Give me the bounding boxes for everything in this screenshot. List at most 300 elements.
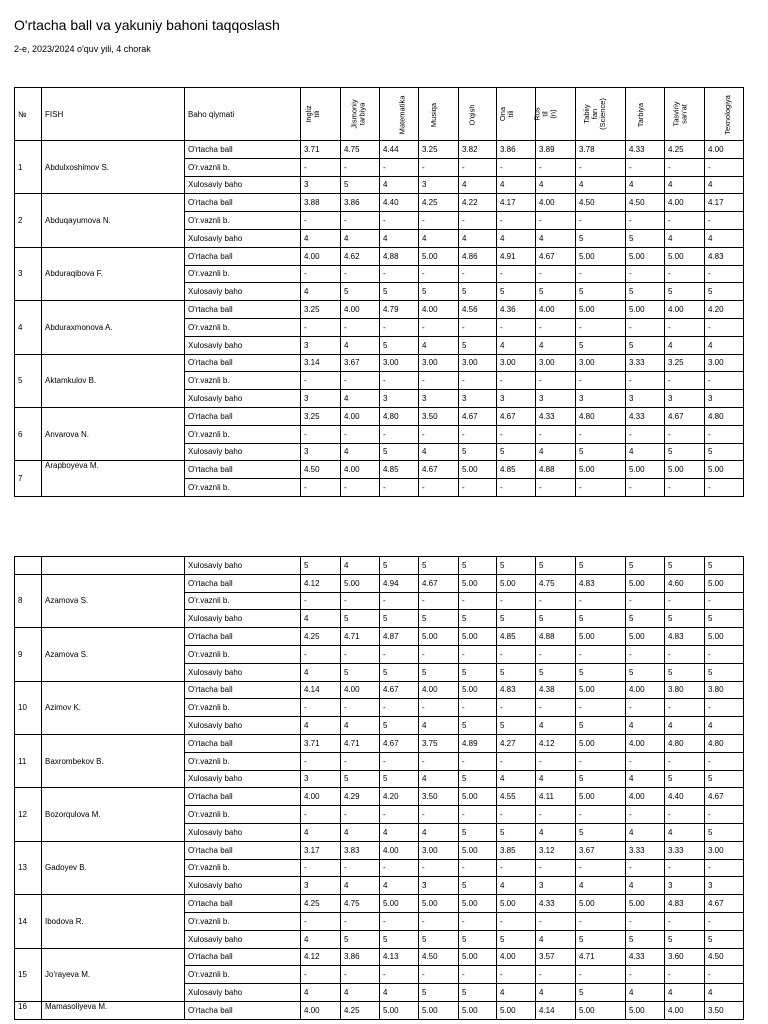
grade-cell: -	[705, 912, 744, 930]
grade-cell: -	[301, 752, 341, 770]
grade-cell: 4.88	[536, 628, 576, 646]
header-subject	[665, 88, 705, 141]
grade-cell: 4.83	[665, 895, 705, 913]
grade-cell: -	[341, 372, 380, 390]
grade-cell: 5	[419, 610, 459, 628]
row-label-weighted: O'r.vaznli b.	[185, 479, 301, 497]
grade-cell: 3.50	[419, 407, 459, 425]
grade-cell: 5.00	[626, 574, 665, 592]
subject-label-line: tili	[506, 110, 516, 118]
grade-cell: 4.50	[576, 194, 626, 212]
student-name: Abduqayumova N.	[42, 194, 185, 247]
grade-cell: -	[576, 859, 626, 877]
grade-cell: 4.67	[380, 734, 419, 752]
table-row	[15, 194, 744, 212]
row-label-avg: O'rtacha ball	[185, 681, 301, 699]
grade-cell: 4	[341, 984, 380, 1002]
grade-cell: 3.80	[705, 681, 744, 699]
grade-cell: 4.67	[705, 788, 744, 806]
row-label-avg: O'rtacha ball	[185, 194, 301, 212]
grade-cell: -	[301, 479, 341, 497]
grade-cell: 3.82	[459, 141, 497, 159]
grade-cell: 4.14	[301, 681, 341, 699]
grade-cell: -	[705, 645, 744, 663]
grade-cell: 5.00	[419, 895, 459, 913]
grade-cell: 4.00	[419, 301, 459, 319]
grade-cell: 3	[665, 390, 705, 408]
grade-cell: 5	[576, 823, 626, 841]
grade-cell: -	[665, 752, 705, 770]
grade-cell: 4	[536, 930, 576, 948]
grade-cell: 5	[380, 930, 419, 948]
row-label-weighted: O'r.vaznli b.	[185, 592, 301, 610]
student-name: Azamova S.	[42, 628, 185, 681]
grade-cell: 4	[705, 176, 744, 194]
grade-cell: 3	[459, 390, 497, 408]
grade-cell: 5	[459, 283, 497, 301]
student-name: Arapboyeva M.	[42, 461, 185, 497]
row-label-avg: O'rtacha ball	[185, 574, 301, 592]
grade-cell: 4.00	[536, 301, 576, 319]
grade-cell: 4	[536, 770, 576, 788]
subject-label-line: (n)	[548, 109, 558, 119]
grade-cell: 5	[459, 877, 497, 895]
grade-cell: 5	[576, 984, 626, 1002]
grade-cell: -	[705, 806, 744, 824]
grade-cell: 4	[576, 877, 626, 895]
grade-cell: -	[626, 372, 665, 390]
grade-cell: -	[419, 372, 459, 390]
table-row	[15, 734, 744, 752]
grade-cell: -	[419, 479, 459, 497]
grade-cell: 4.56	[459, 301, 497, 319]
grade-cell: 4	[665, 823, 705, 841]
grade-cell: 3	[301, 336, 341, 354]
grade-cell: -	[536, 699, 576, 717]
grade-cell: 4	[626, 823, 665, 841]
grade-cell: 4	[341, 336, 380, 354]
header-baho-qiymati: Baho qiymati	[185, 88, 301, 141]
table-row	[15, 247, 744, 265]
grade-cell: 4.80	[705, 734, 744, 752]
grade-cell: 5	[341, 176, 380, 194]
grade-cell: 5	[576, 557, 626, 575]
table-row	[15, 948, 744, 966]
grade-cell: -	[459, 699, 497, 717]
table-row	[15, 557, 744, 575]
grade-cell: -	[459, 859, 497, 877]
grade-cell: -	[380, 752, 419, 770]
grade-cell: 4	[301, 823, 341, 841]
grade-cell: 5.00	[419, 628, 459, 646]
grade-cell: 4.00	[341, 681, 380, 699]
grade-cell: -	[665, 912, 705, 930]
row-label-weighted: O'r.vaznli b.	[185, 158, 301, 176]
grade-cell: -	[576, 318, 626, 336]
page-subtitle: 2-e, 2023/2024 o'quv yili, 4 chorak	[14, 44, 151, 54]
grade-cell: 4.44	[380, 141, 419, 159]
grade-cell: -	[380, 645, 419, 663]
grade-cell: 4.12	[301, 574, 341, 592]
grade-cell: -	[497, 479, 536, 497]
grade-cell: 5	[459, 717, 497, 735]
grade-cell: -	[419, 966, 459, 984]
grade-cell: 5	[459, 984, 497, 1002]
grade-cell: 5.00	[459, 1001, 497, 1019]
grade-cell: 3.33	[665, 841, 705, 859]
subject-label-line: Jismoniy	[349, 99, 359, 129]
grade-cell: 4	[380, 229, 419, 247]
grade-cell: -	[576, 699, 626, 717]
grade-cell: 4.67	[665, 407, 705, 425]
grade-cell: -	[536, 479, 576, 497]
grade-cell: 4.17	[497, 194, 536, 212]
grade-cell: -	[419, 265, 459, 283]
grade-cell: 4	[497, 229, 536, 247]
grade-cell: 4	[705, 717, 744, 735]
row-label-weighted: O'r.vaznli b.	[185, 912, 301, 930]
grade-cell: 4	[626, 176, 665, 194]
grade-cell: -	[419, 592, 459, 610]
student-name: Abduraxmonova A.	[42, 301, 185, 354]
grade-cell: -	[419, 859, 459, 877]
subject-label-line: tarbiya	[357, 102, 367, 126]
grade-cell: -	[459, 912, 497, 930]
row-label-final: Xulosaviy baho	[185, 557, 301, 575]
grade-cell: -	[626, 265, 665, 283]
subject-label	[469, 104, 477, 125]
grade-cell: 4.25	[341, 1001, 380, 1019]
grade-cell: -	[419, 645, 459, 663]
grade-cell: -	[536, 318, 576, 336]
grade-cell: 4.00	[665, 194, 705, 212]
grade-cell: -	[665, 265, 705, 283]
grade-cell: -	[459, 425, 497, 443]
row-label-avg: O'rtacha ball	[185, 141, 301, 159]
grade-cell: 4.80	[380, 407, 419, 425]
grade-cell: 5	[301, 557, 341, 575]
row-label-avg: O'rtacha ball	[185, 301, 301, 319]
grade-cell: 4	[341, 877, 380, 895]
student-number: 9	[15, 628, 42, 681]
grade-cell: 4	[459, 229, 497, 247]
grade-cell: 5	[459, 443, 497, 461]
grade-cell: 5	[576, 717, 626, 735]
row-label-final: Xulosaviy baho	[185, 443, 301, 461]
grade-cell: -	[459, 265, 497, 283]
grade-cell: 3.33	[626, 354, 665, 372]
grade-cell: -	[626, 645, 665, 663]
student-number: 5	[15, 354, 42, 407]
grade-cell: 5	[665, 557, 705, 575]
grade-cell: -	[301, 966, 341, 984]
header-subject	[705, 88, 744, 141]
grade-cell: 5	[536, 663, 576, 681]
grade-cell: 5	[341, 930, 380, 948]
subject-label-line: Rus	[532, 107, 542, 121]
grade-cell: -	[705, 158, 744, 176]
grade-cell: 5	[419, 930, 459, 948]
row-label-avg: O'rtacha ball	[185, 628, 301, 646]
grade-cell: -	[665, 372, 705, 390]
table-row	[15, 628, 744, 646]
grade-cell: 4.00	[665, 1001, 705, 1019]
grade-cell: 5	[536, 610, 576, 628]
grade-cell: 5.00	[665, 247, 705, 265]
grade-cell: 4	[301, 663, 341, 681]
grade-cell: -	[341, 699, 380, 717]
table-row	[15, 895, 744, 913]
grade-cell: -	[459, 372, 497, 390]
grade-cell: -	[419, 158, 459, 176]
student-number: 16	[15, 1001, 42, 1019]
header-subject	[341, 88, 380, 141]
grade-cell: -	[419, 318, 459, 336]
grade-cell: 4	[419, 770, 459, 788]
grade-cell: 5	[341, 770, 380, 788]
grade-cell: -	[341, 318, 380, 336]
grade-cell: 5	[576, 930, 626, 948]
grade-cell: 5	[459, 930, 497, 948]
grade-cell: -	[576, 966, 626, 984]
grade-cell: 4.00	[665, 301, 705, 319]
student-name: Azamova S.	[42, 574, 185, 627]
row-label-final: Xulosaviy baho	[185, 229, 301, 247]
grade-cell: 4.00	[497, 948, 536, 966]
grade-cell: 4.80	[576, 407, 626, 425]
grade-cell: 5	[497, 930, 536, 948]
grade-cell: -	[497, 966, 536, 984]
grade-cell: -	[665, 645, 705, 663]
student-number: 2	[15, 194, 42, 247]
grade-cell: -	[497, 212, 536, 230]
grade-cell: 4	[665, 984, 705, 1002]
grade-cell: -	[341, 425, 380, 443]
grade-cell: -	[459, 966, 497, 984]
table-row	[15, 1001, 744, 1019]
grade-cell: -	[497, 699, 536, 717]
grade-cell: 5	[380, 663, 419, 681]
grade-cell: 4.20	[380, 788, 419, 806]
subject-label-line: Musiqa	[429, 102, 439, 127]
grade-cell: -	[380, 859, 419, 877]
grade-cell: 3	[301, 176, 341, 194]
grade-cell: -	[341, 479, 380, 497]
grade-cell: 5.00	[459, 841, 497, 859]
grade-cell: 5.00	[497, 895, 536, 913]
grade-cell: 4.00	[536, 194, 576, 212]
grade-cell: 5	[665, 283, 705, 301]
header-subject	[459, 88, 497, 141]
table-row	[15, 407, 744, 425]
grade-cell: 5	[705, 823, 744, 841]
grade-cell: 4.94	[380, 574, 419, 592]
grade-cell: 4	[341, 390, 380, 408]
grade-cell: 4.00	[705, 141, 744, 159]
table-row	[15, 574, 744, 592]
grade-cell: 4.17	[705, 194, 744, 212]
subject-label	[724, 95, 732, 135]
student-number: 15	[15, 948, 42, 1001]
grade-cell: 4.67	[497, 407, 536, 425]
grade-cell: -	[626, 912, 665, 930]
grade-cell: 4.80	[665, 734, 705, 752]
grade-cell: 5	[576, 770, 626, 788]
student-number: 8	[15, 574, 42, 627]
grade-cell: 4	[301, 610, 341, 628]
grade-cell: -	[497, 158, 536, 176]
grade-cell: 5	[626, 229, 665, 247]
grade-cell: 5	[705, 930, 744, 948]
grade-cell: -	[536, 859, 576, 877]
grade-cell: -	[576, 372, 626, 390]
grade-cell: -	[576, 645, 626, 663]
grade-cell: 4	[380, 877, 419, 895]
grade-cell: -	[626, 752, 665, 770]
row-label-final: Xulosaviy baho	[185, 984, 301, 1002]
grade-cell: 5	[626, 663, 665, 681]
grade-cell: -	[380, 425, 419, 443]
grade-cell: 4.71	[341, 628, 380, 646]
grade-cell: -	[626, 966, 665, 984]
grade-cell: -	[665, 966, 705, 984]
grade-cell: -	[459, 318, 497, 336]
grade-cell: 5.00	[576, 681, 626, 699]
grade-cell: -	[536, 645, 576, 663]
grade-cell: -	[665, 158, 705, 176]
grade-cell: 5.00	[705, 628, 744, 646]
grade-cell: 5	[459, 610, 497, 628]
grade-cell: -	[380, 372, 419, 390]
grade-cell: 3	[576, 390, 626, 408]
grade-cell: -	[341, 806, 380, 824]
grade-cell: 4	[576, 176, 626, 194]
grade-cell: -	[576, 752, 626, 770]
grade-cell: 5	[705, 283, 744, 301]
grade-cell: -	[301, 592, 341, 610]
row-label-avg: O'rtacha ball	[185, 354, 301, 372]
subject-label-line: til	[540, 111, 550, 117]
grade-cell: 5	[665, 770, 705, 788]
grade-cell: 4	[665, 336, 705, 354]
grade-cell: -	[626, 212, 665, 230]
grade-cell: 5	[419, 984, 459, 1002]
grade-cell: -	[576, 912, 626, 930]
grade-cell: 3.71	[301, 141, 341, 159]
grade-cell: 4	[536, 229, 576, 247]
grade-cell: 4.50	[301, 461, 341, 479]
row-label-final: Xulosaviy baho	[185, 823, 301, 841]
subject-label-line: tili	[311, 110, 321, 118]
grade-cell: 4	[705, 229, 744, 247]
grade-cell: 5.00	[626, 247, 665, 265]
grade-cell: -	[665, 592, 705, 610]
student-name: Azimov K.	[42, 681, 185, 734]
grade-cell: 4	[626, 443, 665, 461]
grade-cell: 3	[419, 390, 459, 408]
grade-cell: -	[341, 265, 380, 283]
grade-cell: -	[705, 265, 744, 283]
grade-cell: -	[576, 479, 626, 497]
grade-cell: 5	[459, 336, 497, 354]
grade-cell: -	[497, 645, 536, 663]
grade-cell: 4	[341, 557, 380, 575]
grade-cell: 5	[576, 336, 626, 354]
subject-label-line: fan	[589, 108, 599, 120]
row-label-avg: O'rtacha ball	[185, 948, 301, 966]
grade-cell: -	[705, 212, 744, 230]
student-number: 4	[15, 301, 42, 354]
table-row	[15, 461, 744, 479]
grades-table-page-1	[14, 87, 744, 497]
grade-cell: 4.12	[536, 734, 576, 752]
grade-cell: 4.33	[536, 407, 576, 425]
grade-cell: 4.50	[626, 194, 665, 212]
grade-cell: 4.00	[301, 788, 341, 806]
grade-cell: 4.20	[705, 301, 744, 319]
grade-cell: -	[576, 158, 626, 176]
subject-label-line: Texnologiya	[722, 94, 732, 135]
student-number: 7	[15, 461, 42, 497]
grade-cell: 5	[459, 557, 497, 575]
row-label-avg: O'rtacha ball	[185, 788, 301, 806]
grade-cell: 4.67	[419, 461, 459, 479]
grade-cell: 3.14	[301, 354, 341, 372]
grade-cell: 4	[626, 877, 665, 895]
row-label-final: Xulosaviy baho	[185, 717, 301, 735]
grade-cell: 4	[380, 823, 419, 841]
header-subject	[532, 88, 576, 141]
grade-cell: 5.00	[419, 247, 459, 265]
grade-cell: -	[380, 966, 419, 984]
grade-cell: 5	[576, 610, 626, 628]
grade-cell: -	[665, 806, 705, 824]
empty-cell	[15, 557, 42, 575]
grade-cell: 4.33	[626, 141, 665, 159]
grade-cell: 4.83	[497, 681, 536, 699]
grade-cell: 4	[665, 229, 705, 247]
student-name: Bozorqulova M.	[42, 788, 185, 841]
grade-cell: 5	[341, 663, 380, 681]
grade-cell: 3.00	[536, 354, 576, 372]
grade-cell: 5	[497, 717, 536, 735]
grade-cell: 5.00	[576, 628, 626, 646]
grade-cell: -	[301, 158, 341, 176]
grade-cell: 3.50	[419, 788, 459, 806]
grade-cell: 5	[497, 443, 536, 461]
grade-cell: 4.00	[341, 301, 380, 319]
grade-cell: 5	[576, 229, 626, 247]
grade-cell: 3	[626, 390, 665, 408]
grade-cell: -	[576, 592, 626, 610]
subject-label	[430, 102, 438, 126]
grade-cell: -	[536, 806, 576, 824]
student-name: Baxrombekov B.	[42, 734, 185, 787]
grade-cell: 3.86	[341, 948, 380, 966]
grade-cell: 3.67	[576, 841, 626, 859]
grade-cell: 5.00	[576, 301, 626, 319]
grade-cell: -	[497, 592, 536, 610]
grade-cell: 5.00	[626, 461, 665, 479]
grade-cell: -	[626, 806, 665, 824]
grade-cell: 4.50	[705, 948, 744, 966]
student-number: 10	[15, 681, 42, 734]
grade-cell: 4	[626, 770, 665, 788]
grade-cell: 5	[380, 717, 419, 735]
row-label-weighted: O'r.vaznli b.	[185, 425, 301, 443]
grade-cell: 4.85	[497, 628, 536, 646]
grade-cell: 5.00	[576, 247, 626, 265]
